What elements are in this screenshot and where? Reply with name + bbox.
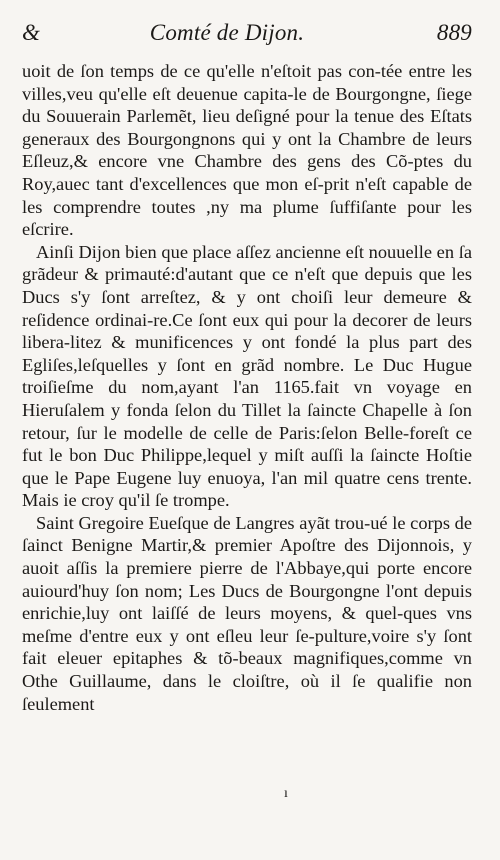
running-title: Comté de Dijon. <box>149 20 305 45</box>
header-ornament: & <box>22 20 41 45</box>
paragraph-1: uoit de ſon temps de ce qu'elle n'eſtoit pas con-tée entre les villes,veu qu'elle eſt deuenue capita-le de Bourgongne, ſiege du Souuerain Parlemẽt, lieu deſigné pour la tenue des Eſtats generaux des Bourgongnons qui y ont la Chambre de leurs Eſleuz,& encore vne Chambre des gens des Cõ-ptes du Roy,auec tant d'excellences que mon eſ-prit n'eſt capable de les comprendre toutes ,ny ma plume ſuffiſante pour les eſcrire. <box>22 61 472 240</box>
paragraph-2: Ainſi Dijon bien que place aſſez ancienne eſt nouuelle en ſa grãdeur & primauté:d'autant que ce n'eſt que depuis que les Ducs s'y ſont arreſtez, & y ont choiſi leur demeure & reſidence ordinai-re.Ce ſont eux qui pour la decorer de leurs libera-litez & munificences y ont fondé la plus part des Egliſes,leſquelles y ſont en grãd nombre. Le Duc Hugue troiſieſme du nom,ayant l'an 1165.fait vn voyage en Hieruſalem y fonda ſelon du Tillet la ſaincte Chapelle à ſon retour, ſur le modelle de celle de Paris:ſelon Belle-foreſt ce fut le bon Duc Philippe,lequel y miſt auſſi la ſaincte Hoſtie que le Pape Eugene luy enuoya, l'an mil quatre cens trente. Mais ie croy qu'il ſe trompe. <box>22 241 472 511</box>
body-text <box>22 60 472 715</box>
page-number: 889 <box>436 20 472 45</box>
paragraph-3: Saint Gregoire Eueſque de Langres ayãt trou-ué le corps de ſainct Benigne Martir,& premier Apoſtre des Dijonnois, y auoit aſſis la premiere pierre de l'Abbaye,qui porte encore auiourd'huy ſon nom; Les Ducs de Bourgongne l'ont depuis enrichie,luy ont laiſſé de leurs moyens, & quel-ques vns meſme d'entre eux y ont eſleu leur ſe-pulture,voire s'y ſont fait eleuer epitaphes & tõ-beaux magnifiques,comme vn Othe Guillaume, dans le cloiſtre, où il ſe qualifie non ſeulement <box>22 512 472 714</box>
running-header <box>22 20 472 50</box>
signature-mark: ı <box>284 786 288 801</box>
